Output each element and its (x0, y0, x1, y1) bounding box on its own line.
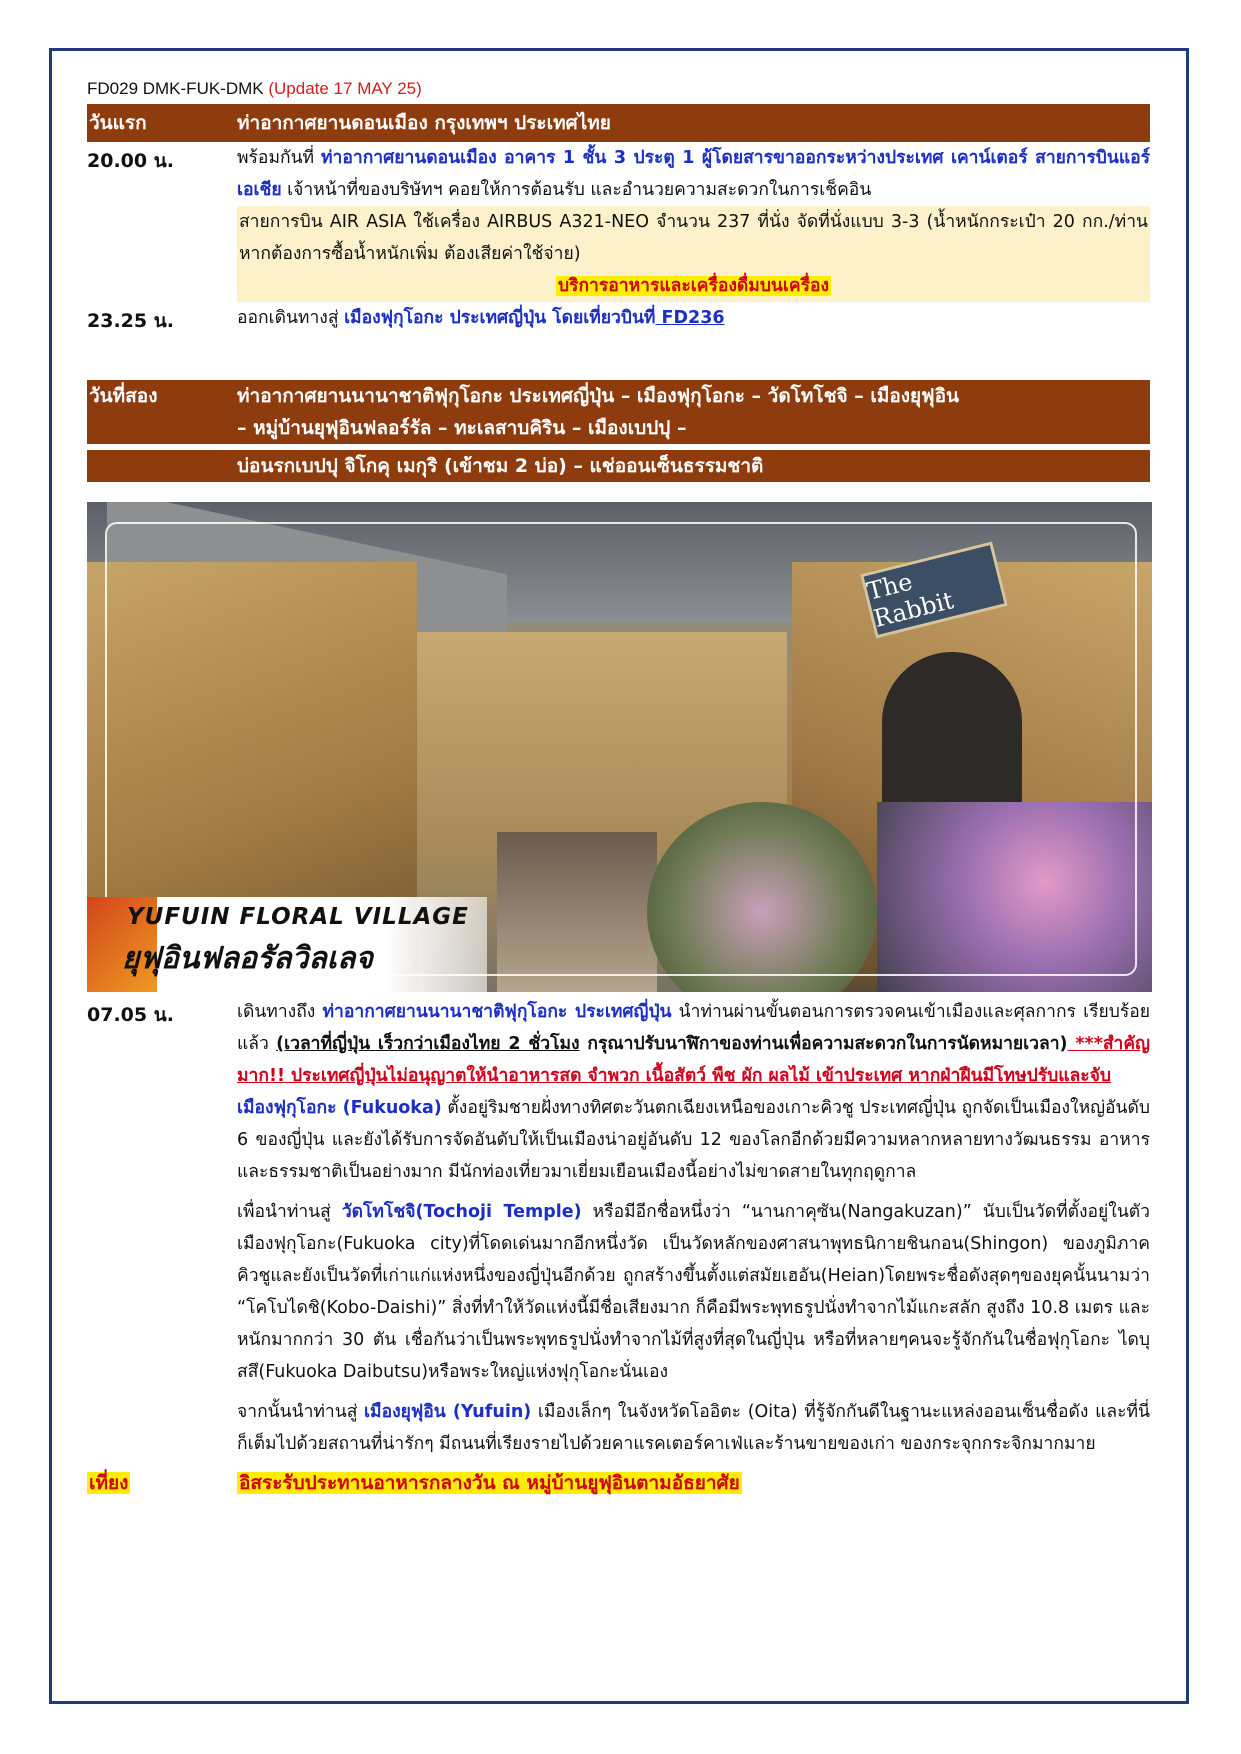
day2-title-line2: – หมู่บ้านยุฟุอินฟลอร์รัล – ทะเลสาบคิริน – เมืองเบปปุ – (237, 417, 687, 439)
lunch-label: เที่ยง (89, 1472, 129, 1494)
flight-number: FD236 (655, 308, 725, 328)
day2-label: วันที่สอง (89, 385, 158, 407)
update-date: (Update 17 MAY 25) (268, 79, 422, 98)
text: จากนั้นนำท่านสู่ (237, 1402, 365, 1422)
paragraph (237, 142, 1150, 206)
text: เพื่อนำท่านสู่ (237, 1202, 342, 1222)
day2-title-line1: ท่าอากาศยานนานาชาติฟุกุโอกะ ประเทศญี่ปุ่น – เมืองฟุกุโอกะ – วัดโทโชจิ – เมืองยุฟุอิน (237, 385, 960, 407)
clock-note: กรุณาปรับนาฬิกาของท่านเพื่อความสะดวกในการนัดหมายเวลา) (579, 1034, 1068, 1054)
text: เดินทางถึง (237, 1002, 323, 1022)
lunch-row (87, 1468, 1150, 1498)
text: นำท่านผ่านขั้นตอนการตรวจคนเข้าเมืองและศุลกากร เรียบร้อยแล้ว (237, 1002, 1150, 1054)
highlight-text: เมืองฟุกุโอกะ (Fukuoka) (237, 1098, 442, 1118)
logo-thai: ยุฟุอินฟลอรัลวิลเลจ (122, 941, 373, 976)
paragraph (237, 1396, 1150, 1460)
highlight-text: เมืองฟุกุโอกะ ประเทศญี่ปุ่น โดยเที่ยวบินที่ (344, 308, 656, 328)
logo-english: YUFUIN FLORAL VILLAGE (127, 904, 469, 930)
highlight-text: ท่าอากาศยานดอนเมือง อาคาร 1 ชั้น 3 ประตู 1 ผู้โดยสารขาออกระหว่างประเทศ เคาน์เตอร์ สายการบินแอร์เอเชีย (237, 148, 1151, 200)
highlight-text: ท่าอากาศยานนานาชาติฟุกุโอกะ ประเทศญี่ปุ่น (322, 1002, 672, 1022)
time-label: 20.00 น. (87, 150, 174, 172)
timeline-item (87, 142, 1150, 302)
time-label: 07.05 น. (87, 1004, 174, 1026)
text: ตั้งอยู่ริมชายฝั่งทางทิศตะวันตกเฉียงเหนือของเกาะคิวชู ประเทศญี่ปุ่น ถูกจัดเป็นเมืองใหญ่อันดับ 6 ของญี่ปุ่น และยังได้รับการจัดอันดับให้เป็นเมืองน่าอยู่อันดับ 12 ของโลกอีกด้วยมีความหลากหลายทางวัฒนธรรม อาหาร และธรรมชาติเป็นอย่างมาก มีนักท่องเที่ยวมาเยี่ยมเยือนเมืองนี้อย่างไม่ขาดสายในทุกฤดูกาล (237, 1098, 1150, 1182)
day1-title: ท่าอากาศยานดอนเมือง กรุงเทพฯ ประเทศไทย (237, 112, 611, 134)
paragraph (237, 302, 1150, 336)
highlight-text: เมืองยุฟุอิน (Yufuin) (364, 1402, 532, 1422)
text: หรือมีอีกชื่อหนึ่งว่า “นานกาคุซัน(Nangakuzan)” นับเป็นวัดที่ตั้งอยู่ในตัวเมืองฟุกุโอกะ(Fukuoka city)ที่โดดเด่นมากอีกหนึ่งวัด เป็นวัดหลักของศาสนาพุทธนิกายชินกอน(Shingon) ของภูมิภาคคิวชูและยังเป็นวัดที่เก่าแก่แห่งหนึ่งของญี่ปุ่นอีกด้วย ถูกสร้างขึ้นตั้งแต่สมัยเฮอัน(Heian)โดยพระชื่อดังสุดๆของยุคนั้นนามว่า “โคโบไดชิ(Kobo-Daishi)” สิ่งที่ทำให้วัดแห่งนี้มีชื่อเสียงมาก ก็คือมีพระพุทธรูปนั่งทำจากไม้แกะสลัก สูงถึง 10.8 เมตร และหนักมากกว่า 30 ตัน เชื่อกันว่าเป็นพระพุทธรูปนั่งทำจากไม้ที่สูงที่สุดในญี่ปุ่น หรือที่หลายๆคนจะรู้จักกันในชื่อฟุกุโอกะ ไดบุสสึ(Fukuoka Daibutsu)หรือพระใหญ่แห่งฟุกุโอกะนั่นเอง (237, 1202, 1150, 1382)
meal-note: บริการอาหารและเครื่องดื่มบนเครื่อง (557, 276, 830, 296)
text: พร้อมกันที่ (237, 148, 322, 168)
day1-header (87, 104, 1150, 142)
paragraph (237, 1092, 1150, 1188)
warning-note: ***สำคัญมาก!! ประเทศญี่ปุ่นไม่อนุญาตให้นำอาหารสด จำพวก เนื้อสัตว์ พืช ผัก ผลไม้ เข้าประเทศ หากฝ่าฝืนมีโทษปรับและจับ (237, 1034, 1150, 1086)
text: เจ้าหน้าที่ของบริษัทฯ คอยให้การต้อนรับ และอำนวยความสะดวกในการเช็คอิน (281, 180, 872, 200)
day2-header (87, 380, 1150, 444)
time-difference-note: (เวลาที่ญี่ปุ่น เร็วกว่าเมืองไทย 2 ชั่วโมง (276, 1034, 580, 1054)
timeline-item (87, 996, 1150, 1460)
text: ออกเดินทางสู่ (237, 308, 345, 328)
lunch-text: อิสระรับประทานอาหารกลางวัน ณ หมู่บ้านยูฟุอินตามอัธยาศัย (239, 1472, 740, 1494)
paragraph (237, 996, 1150, 1092)
document-header (87, 72, 1150, 104)
highlight-text: วัดโทโชจิ(Tochoji Temple) (341, 1202, 582, 1222)
flight-info: สายการบิน AIR ASIA ใช้เครื่อง AIRBUS A321-NEO จำนวน 237 ที่นั่ง จัดที่นั่งแบบ 3-3 (น้ำหนักกระเป๋า 20 กก./ท่าน หากต้องการซื้อน้ำหนักเพิ่ม ต้องเสียค่าใช้จ่าย) (237, 206, 1150, 270)
meal-note-row (237, 270, 1150, 302)
shop-sign: The Rabbit (860, 542, 1008, 639)
document-body (87, 72, 1150, 1498)
timeline-item (87, 302, 1150, 336)
time-label: 23.25 น. (87, 310, 174, 332)
paragraph (237, 1196, 1150, 1388)
day2-header-line3 (87, 450, 1150, 482)
day1-label: วันแรก (89, 112, 147, 134)
day2-title-line3: บ่อนรกเบปปุ จิโกคุ เมกุริ (เข้าชม 2 บ่อ) – แช่ออนเซ็นธรรมชาติ (237, 455, 764, 477)
text: เมืองเล็กๆ ในจังหวัดโออิตะ (Oita) ที่รู้จักกันดีในฐานะแหล่งออนเซ็นชื่อดัง และที่นี่ก็เต็มไปด้วยสถานที่น่ารักๆ มีถนนที่เรียงรายไปด้วยคาแรคเตอร์คาเฟ่และร้านขายของเก่า ของกระจุกกระจิกมากมาย (237, 1402, 1150, 1454)
yufuin-floral-village-photo (87, 502, 1152, 992)
tour-code: FD029 DMK-FUK-DMK (87, 79, 264, 98)
